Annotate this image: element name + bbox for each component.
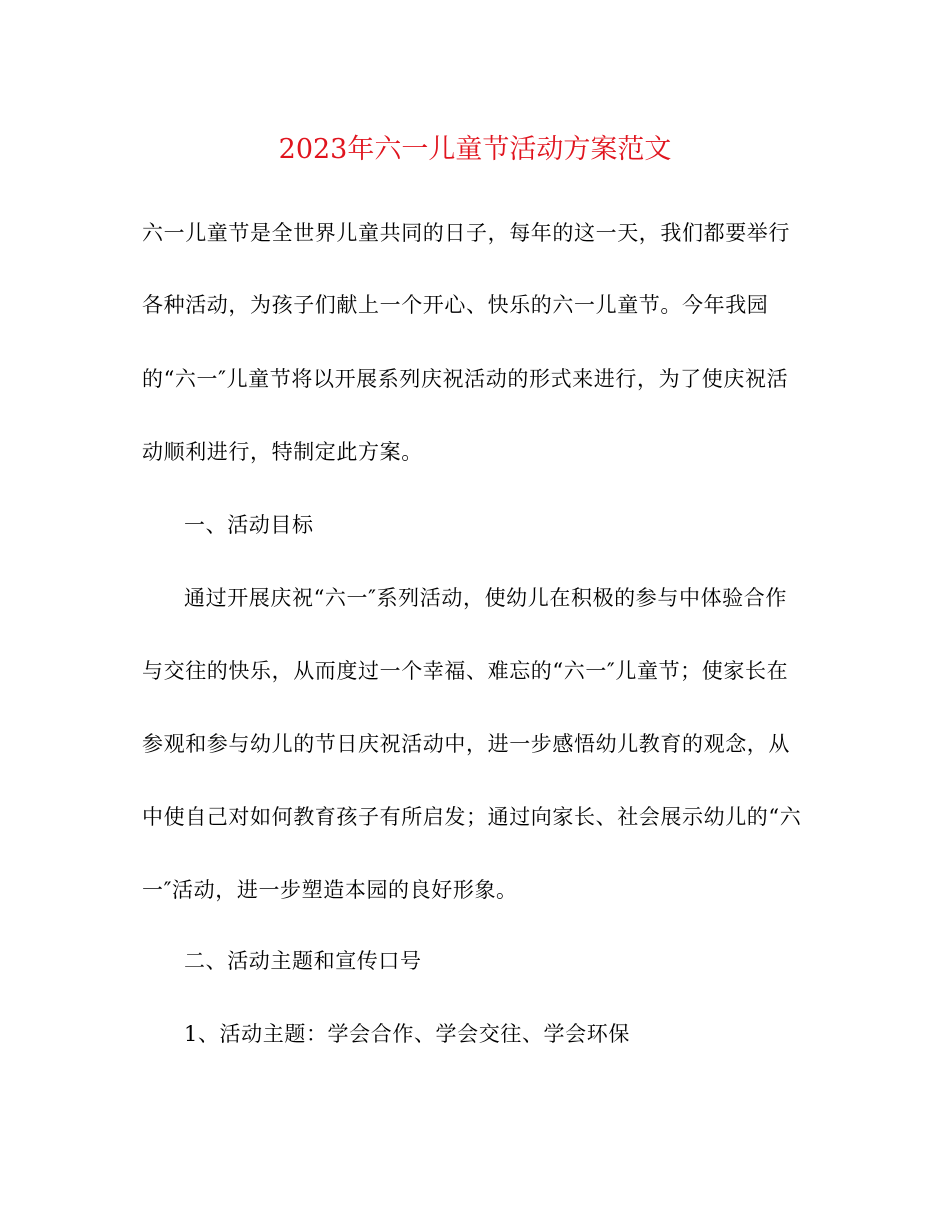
subsection-line: 1、活动主题：学会合作、学会交往、学会环保 [184, 1022, 630, 1046]
section-heading: 一、活动目标 [184, 513, 314, 537]
paragraph-line: 中使自己对如何教育孩子有所启发；通过向家长、社会展示幼儿的“六 [142, 805, 802, 829]
paragraph-line: 与交往的快乐，从而度过一个幸福、难忘的“六一″儿童节；使家长在 [142, 659, 789, 683]
paragraph-line: 动顺利进行，特制定此方案。 [142, 440, 423, 464]
paragraph-line: 六一儿童节是全世界儿童共同的日子，每年的这一天，我们都要举行 [142, 221, 790, 245]
paragraph-line: 一″活动，进一步塑造本园的良好形象。 [142, 878, 518, 902]
paragraph-line: 各种活动，为孩子们献上一个开心、快乐的六一儿童节。今年我园 [142, 293, 769, 317]
document-title: 2023年六一儿童节活动方案范文 [278, 134, 672, 165]
paragraph-line: 通过开展庆祝“六一″系列活动，使幼儿在积极的参与中体验合作 [184, 586, 787, 610]
section-heading: 二、活动主题和宣传口号 [184, 949, 422, 973]
paragraph-line: 参观和参与幼儿的节日庆祝活动中，进一步感悟幼儿教育的观念，从 [142, 732, 790, 756]
paragraph-line: 的“六一″儿童节将以开展系列庆祝活动的形式来进行，为了使庆祝活 [142, 367, 789, 391]
